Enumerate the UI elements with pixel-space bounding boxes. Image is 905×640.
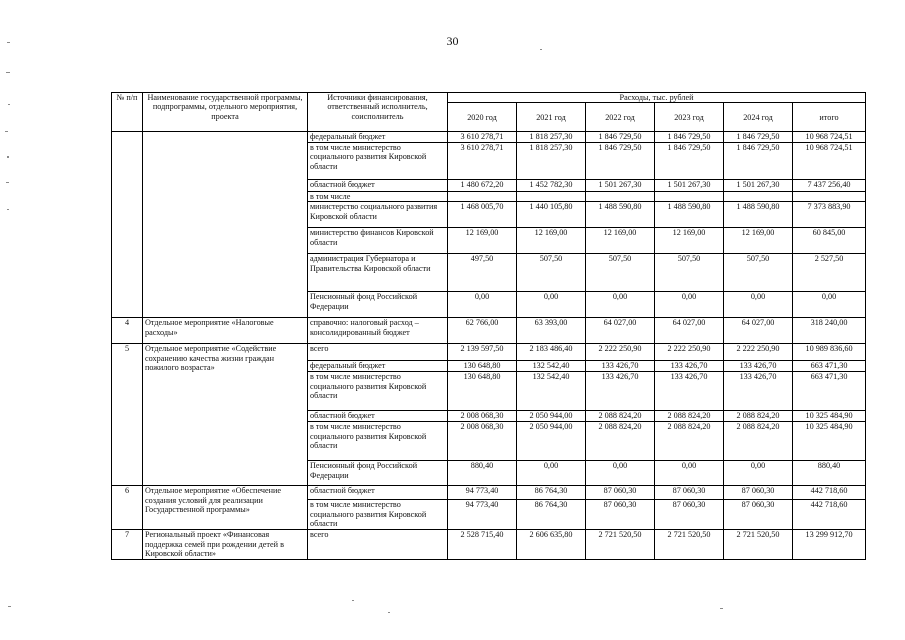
table-row: [112, 318, 866, 344]
value-cell-2023: 12 169,00: [655, 228, 724, 254]
table-row: [112, 486, 866, 500]
value-cell-2022: 2 088 824,20: [586, 422, 655, 461]
table-row: [112, 344, 866, 361]
row-number-cell: 5: [112, 344, 143, 486]
scan-speck: [7, 209, 9, 210]
value-cell-2022: 133 426,70: [586, 361, 655, 372]
value-cell-2021: 1 818 257,30: [517, 132, 586, 142]
value-cell-2021: 2 183 486,40: [517, 344, 586, 361]
value-cell-2022: 133 426,70: [586, 372, 655, 411]
value-cell-2022: 2 088 824,20: [586, 411, 655, 422]
funding-source-cell: Пенсионный фонд Российской Федерации: [308, 461, 448, 486]
table-body: [112, 132, 866, 560]
value-cell-total: 10 989 836,60: [793, 344, 866, 361]
value-cell-2023: 2 721 520,50: [655, 530, 724, 560]
value-cell-2021: 1 452 782,30: [517, 179, 586, 191]
funding-source-cell: в том числе: [308, 191, 448, 201]
value-cell-2021: 12 169,00: [517, 228, 586, 254]
value-cell-2020: [448, 191, 517, 201]
header-year-2020: 2020 год: [448, 103, 517, 132]
value-cell-total: 7 437 256,40: [793, 179, 866, 191]
funding-source-cell: областной бюджет: [308, 486, 448, 500]
value-cell-2020: 94 773,40: [448, 486, 517, 500]
value-cell-2023: 87 060,30: [655, 486, 724, 500]
scan-speck: [8, 606, 11, 607]
value-cell-2020: 0,00: [448, 292, 517, 318]
value-cell-2021: 132 542,40: [517, 361, 586, 372]
value-cell-2021: 0,00: [517, 292, 586, 318]
program-name-cell: [143, 132, 308, 318]
value-cell-2023: 1 846 729,50: [655, 132, 724, 142]
table-row: [112, 132, 866, 142]
header-funding-source: Источники финансирования, ответственный исполнитель, соисполнитель: [308, 93, 448, 132]
value-cell-total: 0,00: [793, 292, 866, 318]
value-cell-2023: 133 426,70: [655, 361, 724, 372]
value-cell-2024: 87 060,30: [724, 486, 793, 500]
funding-source-cell: администрация Губернатора и Правительства Кировской области: [308, 254, 448, 292]
value-cell-2022: 2 222 250,90: [586, 344, 655, 361]
value-cell-2020: 497,50: [448, 254, 517, 292]
header-expenses: Расходы, тыс. рублей: [448, 93, 866, 103]
value-cell-2020: 130 648,80: [448, 361, 517, 372]
program-name-cell: Региональный проект «Финансовая поддержка семей при рождении детей в Кировской области»: [143, 530, 308, 560]
scan-speck: [6, 72, 10, 73]
value-cell-total: 663 471,30: [793, 372, 866, 411]
header-year-2021: 2021 год: [517, 103, 586, 132]
value-cell-2021: 1 440 105,80: [517, 202, 586, 228]
value-cell-total: 10 968 724,51: [793, 142, 866, 179]
value-cell-2021: 132 542,40: [517, 372, 586, 411]
funding-source-cell: справочно: налоговый расход – консолидированный бюджет: [308, 318, 448, 344]
header-year-2024: 2024 год: [724, 103, 793, 132]
value-cell-2020: 2 008 068,30: [448, 422, 517, 461]
scan-speck: [6, 182, 9, 183]
value-cell-2020: 3 610 278,71: [448, 142, 517, 179]
row-number-cell: 4: [112, 318, 143, 344]
funding-source-cell: федеральный бюджет: [308, 132, 448, 142]
row-number-cell: [112, 132, 143, 318]
value-cell-2022: [586, 191, 655, 201]
header-year-2023: 2023 год: [655, 103, 724, 132]
scan-speck: [7, 42, 10, 43]
funding-table: [111, 92, 866, 560]
funding-source-cell: Пенсионный фонд Российской Федерации: [308, 292, 448, 318]
funding-source-cell: федеральный бюджет: [308, 361, 448, 372]
value-cell-2020: 94 773,40: [448, 500, 517, 530]
value-cell-2022: 1 846 729,50: [586, 132, 655, 142]
value-cell-2023: 64 027,00: [655, 318, 724, 344]
value-cell-2024: 2 088 824,20: [724, 411, 793, 422]
value-cell-2020: 12 169,00: [448, 228, 517, 254]
value-cell-2023: 1 501 267,30: [655, 179, 724, 191]
value-cell-2020: 3 610 278,71: [448, 132, 517, 142]
value-cell-2022: 2 721 520,50: [586, 530, 655, 560]
value-cell-2024: 0,00: [724, 292, 793, 318]
value-cell-2024: 1 501 267,30: [724, 179, 793, 191]
value-cell-2024: 2 721 520,50: [724, 530, 793, 560]
value-cell-2024: 507,50: [724, 254, 793, 292]
value-cell-2022: 1 846 729,50: [586, 142, 655, 179]
value-cell-total: 13 299 912,70: [793, 530, 866, 560]
value-cell-2022: 1 488 590,80: [586, 202, 655, 228]
scan-speck: [7, 156, 9, 158]
value-cell-total: 10 325 484,90: [793, 422, 866, 461]
scan-speck: [8, 104, 10, 105]
header-year-2022: 2022 год: [586, 103, 655, 132]
value-cell-2021: 2 050 944,00: [517, 422, 586, 461]
value-cell-2020: 2 528 715,40: [448, 530, 517, 560]
row-number-cell: 6: [112, 486, 143, 530]
value-cell-2021: 63 393,00: [517, 318, 586, 344]
value-cell-total: 880,40: [793, 461, 866, 486]
header-program-name: Наименование государственной программы, подпрограммы, отдельного мероприятия, проекта: [143, 93, 308, 132]
value-cell-2023: 133 426,70: [655, 372, 724, 411]
value-cell-2021: 86 764,30: [517, 486, 586, 500]
value-cell-2024: 1 846 729,50: [724, 132, 793, 142]
value-cell-2021: [517, 191, 586, 201]
value-cell-2024: 2 088 824,20: [724, 422, 793, 461]
row-number-cell: 7: [112, 530, 143, 560]
funding-source-cell: в том числе министерство социального развития Кировской области: [308, 422, 448, 461]
funding-source-cell: в том числе министерство социального развития Кировской области: [308, 500, 448, 530]
header-number: № п/п: [112, 93, 143, 132]
value-cell-2024: 2 222 250,90: [724, 344, 793, 361]
value-cell-2023: 1 488 590,80: [655, 202, 724, 228]
value-cell-2023: 0,00: [655, 292, 724, 318]
page-number: 30: [446, 34, 459, 48]
funding-source-cell: всего: [308, 344, 448, 361]
scan-speck: [352, 600, 354, 601]
value-cell-total: 2 527,50: [793, 254, 866, 292]
funding-source-cell: министерство финансов Кировской области: [308, 228, 448, 254]
funding-source-cell: всего: [308, 530, 448, 560]
value-cell-2020: 1 468 005,70: [448, 202, 517, 228]
value-cell-2022: 87 060,30: [586, 486, 655, 500]
value-cell-2023: 87 060,30: [655, 500, 724, 530]
value-cell-2020: 2 008 068,30: [448, 411, 517, 422]
value-cell-2022: 12 169,00: [586, 228, 655, 254]
value-cell-total: 7 373 883,90: [793, 202, 866, 228]
value-cell-2023: 2 222 250,90: [655, 344, 724, 361]
value-cell-2024: 12 169,00: [724, 228, 793, 254]
value-cell-total: [793, 191, 866, 201]
funding-source-cell: областной бюджет: [308, 411, 448, 422]
table-row: [112, 530, 866, 560]
value-cell-2020: 62 766,00: [448, 318, 517, 344]
program-name-cell: Отдельное мероприятие «Налоговые расходы»: [143, 318, 308, 344]
value-cell-2022: 87 060,30: [586, 500, 655, 530]
value-cell-2024: 133 426,70: [724, 361, 793, 372]
value-cell-2022: 0,00: [586, 292, 655, 318]
value-cell-2023: 1 846 729,50: [655, 142, 724, 179]
scan-speck: [720, 608, 723, 609]
value-cell-total: 60 845,00: [793, 228, 866, 254]
value-cell-2022: 0,00: [586, 461, 655, 486]
funding-source-cell: в том числе министерство социального развития Кировской области: [308, 372, 448, 411]
scan-speck: [5, 131, 8, 132]
value-cell-2024: [724, 191, 793, 201]
program-name-cell: Отдельное мероприятие «Обеспечение создания условий для реализации Государственной программы»: [143, 486, 308, 530]
value-cell-2020: 2 139 597,50: [448, 344, 517, 361]
value-cell-2021: 2 606 635,80: [517, 530, 586, 560]
value-cell-2024: 1 846 729,50: [724, 142, 793, 179]
value-cell-2021: 0,00: [517, 461, 586, 486]
funding-source-cell: областной бюджет: [308, 179, 448, 191]
value-cell-2021: 2 050 944,00: [517, 411, 586, 422]
value-cell-2021: 1 818 257,30: [517, 142, 586, 179]
value-cell-2020: 880,40: [448, 461, 517, 486]
value-cell-2023: 0,00: [655, 461, 724, 486]
value-cell-2022: 507,50: [586, 254, 655, 292]
value-cell-2024: 64 027,00: [724, 318, 793, 344]
value-cell-total: 10 968 724,51: [793, 132, 866, 142]
funding-source-cell: в том числе министерство социального развития Кировской области: [308, 142, 448, 179]
program-name-cell: Отдельное мероприятие «Содействие сохранению качества жизни граждан пожилого возраста»: [143, 344, 308, 486]
value-cell-2024: 1 488 590,80: [724, 202, 793, 228]
value-cell-total: 10 325 484,90: [793, 411, 866, 422]
value-cell-2024: 133 426,70: [724, 372, 793, 411]
scan-speck: [388, 612, 390, 613]
value-cell-2024: 87 060,30: [724, 500, 793, 530]
value-cell-total: 318 240,00: [793, 318, 866, 344]
value-cell-total: 442 718,60: [793, 486, 866, 500]
value-cell-total: 663 471,30: [793, 361, 866, 372]
scan-speck: [540, 49, 542, 50]
value-cell-2023: 2 088 824,20: [655, 411, 724, 422]
value-cell-2024: 0,00: [724, 461, 793, 486]
header-total: итого: [793, 103, 866, 132]
value-cell-2020: 1 480 672,20: [448, 179, 517, 191]
value-cell-2022: 1 501 267,30: [586, 179, 655, 191]
value-cell-2022: 64 027,00: [586, 318, 655, 344]
value-cell-total: 442 718,60: [793, 500, 866, 530]
value-cell-2020: 130 648,80: [448, 372, 517, 411]
value-cell-2023: 2 088 824,20: [655, 422, 724, 461]
funding-source-cell: министерство социального развития Кировской области: [308, 202, 448, 228]
value-cell-2021: 86 764,30: [517, 500, 586, 530]
value-cell-2023: 507,50: [655, 254, 724, 292]
value-cell-2021: 507,50: [517, 254, 586, 292]
value-cell-2023: [655, 191, 724, 201]
